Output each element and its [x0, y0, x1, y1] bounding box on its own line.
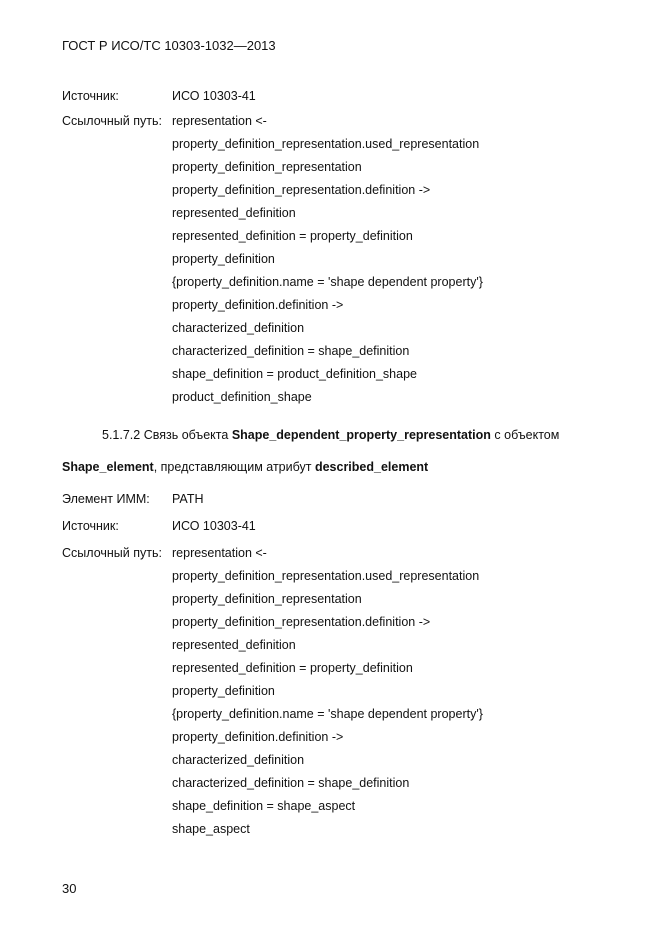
- reference-path-label: Ссылочный путь:: [62, 114, 162, 128]
- section-representing: , представляющим атрибут: [153, 460, 312, 474]
- source-value: ИСО 10303-41: [172, 519, 256, 533]
- mim-element-value: PATH: [172, 492, 204, 506]
- path-line: characterized_definition: [172, 753, 305, 767]
- section-attribute: described_element: [314, 460, 429, 474]
- path-line: property_definition.definition ->: [172, 298, 344, 312]
- path-line: characterized_definition: [172, 321, 305, 335]
- reference-path-label: Ссылочный путь:: [62, 546, 162, 560]
- section-target: Shape_element: [62, 460, 154, 474]
- path-line: characterized_definition = shape_definition: [172, 344, 410, 358]
- path-line: characterized_definition = shape_definition: [172, 776, 410, 790]
- path-line: shape_definition = product_definition_shape: [172, 367, 417, 381]
- section-with-object: с объектом: [494, 428, 560, 442]
- path-line: property_definition_representation.definition ->: [172, 183, 431, 197]
- document-header: ГОСТ Р ИСО/ТС 10303-1032—2013: [62, 38, 276, 53]
- path-line: property_definition: [172, 684, 275, 698]
- path-line: represented_definition: [172, 206, 296, 220]
- path-line: {property_definition.name = 'shape dependent property'}: [172, 707, 483, 721]
- source-label: Источник:: [62, 519, 119, 533]
- section-heading-line-2: [62, 459, 428, 475]
- path-line: representation <-: [172, 546, 267, 560]
- path-line: property_definition_representation: [172, 160, 362, 174]
- path-line: representation <-: [172, 114, 267, 128]
- reference-path-list: [172, 113, 483, 412]
- section-entity: Shape_dependent_property_representation: [231, 428, 491, 442]
- path-line: represented_definition: [172, 638, 296, 652]
- section-number: 5.1.7.2 Связь объекта: [102, 428, 229, 442]
- path-line: property_definition_representation.used_representation: [172, 569, 480, 583]
- reference-path-list: [172, 545, 483, 844]
- path-line: property_definition: [172, 252, 275, 266]
- path-line: shape_definition = shape_aspect: [172, 799, 356, 813]
- mim-element-label: Элемент ИММ:: [62, 492, 150, 506]
- path-line: {property_definition.name = 'shape dependent property'}: [172, 275, 483, 289]
- path-line: property_definition_representation.used_representation: [172, 137, 480, 151]
- path-line: property_definition.definition ->: [172, 730, 344, 744]
- path-line: represented_definition = property_definition: [172, 661, 413, 675]
- path-line: property_definition_representation.definition ->: [172, 615, 431, 629]
- path-line: shape_aspect: [172, 822, 250, 836]
- source-label: Источник:: [62, 89, 119, 103]
- path-line: represented_definition = property_definition: [172, 229, 413, 243]
- path-line: product_definition_shape: [172, 390, 312, 404]
- path-line: property_definition_representation: [172, 592, 362, 606]
- section-heading-line-1: [102, 427, 559, 443]
- page-number: 30: [62, 881, 77, 896]
- source-value: ИСО 10303-41: [172, 89, 256, 103]
